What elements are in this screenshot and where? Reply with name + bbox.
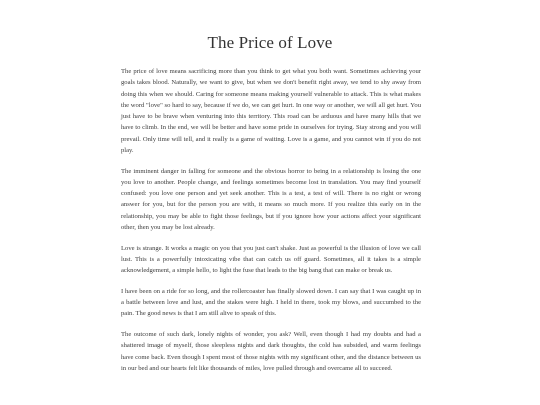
paragraph-5: The outcome of such dark, lonely nights of wonder, you ask? Well, even though I had my doubts and had a shattered image of myself, those sleepless nights and dark thoughts, the cold has subsided, and warm feelings have come back. Even though I spent most of those nights with my significant other, and the distance between us in our bed and our hearts felt like thousands of miles, love pulled through and overcame all to succeed.	[121, 331, 421, 372]
paragraph-3: Love is strange. It works a magic on you that you just can't shake. Just as powerful is the illusion of love we call lust. This is a powerfully intoxicating vibe that can catch us off guard. Sometimes, all it takes is a simple acknowledgement, a simple hello, to light the fuse that leads to the big bang that can make or break us.	[121, 244, 421, 274]
paragraph-4: I have been on a ride for so long, and the rollercoaster has finally slowed down. I can say that I was caught up in a battle between love and lust, and the stakes were high. I held in there, took my blows, and succumbed to the pain. The good news is that I am still alive to speak of this.	[121, 287, 421, 318]
paragraph-2: The imminent danger in falling for someone and the obvious horror to being in a relationship is losing the one you love to another. People change, and feelings sometimes become lost in translation. You may find yourself confused: you love one person and yet seek another. This is a test, a test of will. There is no right or wrong answer for you, but for the person you are with, it means so much more. If you realize this early on in the relationship, you may be able to fight those feelings, but if you ignore how your actions affect your significant other, then you may be lost already.	[121, 167, 421, 231]
paragraph-1: The price of love means sacrificing more than you think to get what you both want. Sometimes achieving your goals takes blood. Naturally, we want to give, but when we don't benefit right away, we tend to shy away from doing this when we should. Caring for someone means making yourself vulnerable to attack. This is what makes the word "love" so hard to say, because if we do, we can get hurt. In one way or another, we will all get hurt. You just have to be brave when venturing into this territory. This road can be arduous and have many hills that we have to climb. In the end, we will be better and have some pride in ourselves for trying. Stay strong and you will prevail. Only time will tell, and it really is a game of waiting. Love is a game, and you cannot win if you do not play.	[121, 68, 421, 154]
article-body	[121, 66, 421, 384]
article-title: The Price of Love	[207, 33, 333, 52]
